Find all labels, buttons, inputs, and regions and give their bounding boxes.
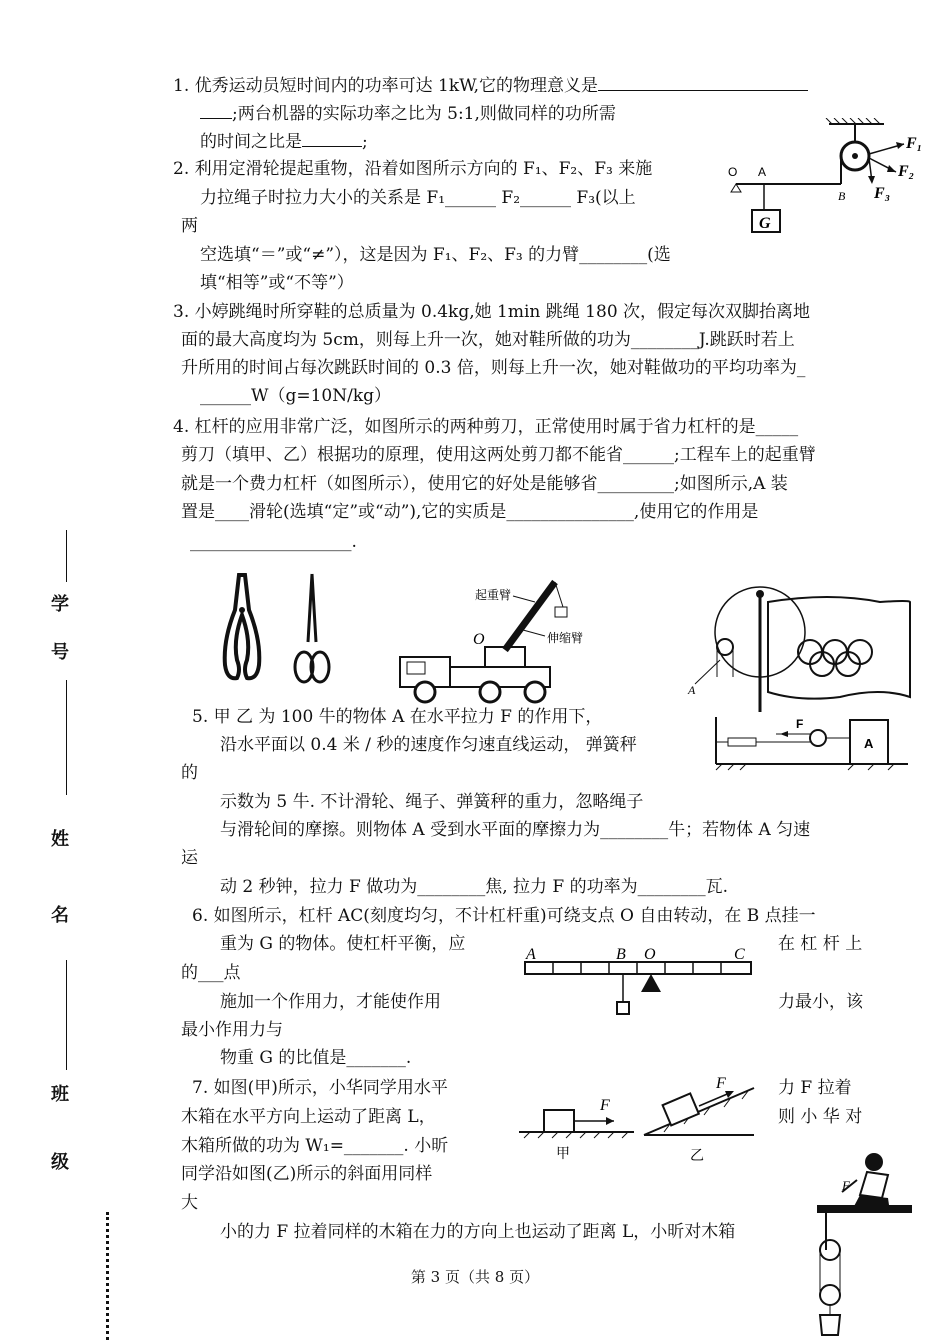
pulley-G-label: G: [759, 215, 771, 232]
lever-B-label: B: [616, 946, 626, 963]
q5-line2: 沿水平面以 0.4 米 / 秒的速度作匀速直线运动， 弹簧秤: [220, 735, 637, 755]
q7-line1b: 力 F 拉着: [778, 1078, 852, 1098]
crane-truck-figure: [395, 572, 605, 707]
q7-line2b: 则 小 华 对: [778, 1107, 863, 1127]
push-F-label-1: F: [600, 1097, 610, 1114]
q5-line7: 动 2 秒钟，拉力 F 做功为________焦, 拉力 F 的功率为________瓦.: [220, 877, 729, 897]
pulley-B-label: B: [838, 189, 846, 203]
q6-line3: 的___点: [181, 963, 241, 983]
q5-line5: 与滑轮间的摩擦。则物体 A 受到水平面的摩擦力为________牛；若物体 A 匀速: [220, 820, 811, 840]
crane-boom-label: 起重臂: [475, 588, 512, 602]
flagpole-figure: [680, 572, 915, 712]
flag-A-label: A: [688, 683, 696, 697]
q6-line4b: 力最小，该: [778, 992, 863, 1012]
q5-line3: 的: [181, 763, 198, 783]
student-id-label: 学 号: [51, 594, 69, 663]
lever-A-label: A: [526, 946, 536, 963]
q6-line2a: 重为 G 的物体。使杠杆平衡，应: [220, 934, 466, 954]
q1-text3: 的时间之比是: [200, 132, 302, 152]
q6-line5: 最小作用力与: [181, 1020, 283, 1040]
scissors-jia-figure: [215, 570, 270, 700]
boy-pulley-figure: [812, 1150, 912, 1340]
class-label: 班 级: [51, 1084, 69, 1173]
q4-line3: 就是一个费力杠杆（如图所示），使用它的好处是能够省_________;如图所示,A 装: [181, 474, 788, 494]
q6-line2b: 在 杠 杆 上: [778, 934, 863, 954]
q5-line4: 示数为 5 牛. 不计滑轮、绳子、弹簧秤的重力，忽略绳子: [220, 792, 644, 812]
spring-scale-figure: [708, 712, 913, 774]
q2-line1: 2. 利用定滑轮提起重物，沿着如图所示方向的 F₁、F₂、F₃ 来施: [173, 159, 653, 179]
q3-line3: 升所用的时间占每次跳跃时间的 0.3 倍，则每上升一次，她对鞋做功的平均功率为_: [181, 358, 806, 378]
pulley-A-label: A: [758, 165, 767, 179]
q1-blank1[interactable]: [598, 72, 808, 91]
q6-line1: 6. 如图所示，杠杆 AC(刻度均匀，不计杠杆重)可绕支点 O 自由转动，在 B 点挂一: [192, 906, 816, 926]
push-box-figure: [514, 1070, 774, 1162]
q4-line5: ___________________.: [190, 532, 357, 552]
q5-line6: 运: [181, 848, 198, 868]
q1-line2: [200, 100, 616, 126]
name-label: 姓 名: [51, 829, 69, 926]
q1-blank2[interactable]: [302, 128, 362, 147]
scissors-yi-figure: [290, 572, 335, 702]
push-jia-label: 甲: [556, 1146, 570, 1162]
q7-line2a: 木箱在水平方向上运动了距离 L，: [181, 1107, 436, 1127]
q1-line3: [200, 128, 368, 154]
lever-figure: [520, 942, 760, 1024]
F3-label: F₃: [874, 185, 891, 202]
student-id-line[interactable]: [66, 530, 67, 582]
name-line[interactable]: [66, 960, 67, 1070]
lever-O-label: O: [644, 946, 656, 963]
q4-line2: 剪刀（填甲、乙）根据功的原理，使用这两处剪刀都不能省______;工程车上的起重臂: [181, 445, 816, 465]
q7-line5: 大: [181, 1193, 198, 1213]
lever-C-label: C: [734, 946, 745, 963]
q4-line4: 置是____滑轮(选填“定”或“动”),它的实质是_______________,使用它的作用是: [181, 502, 759, 522]
q1-line1: [173, 72, 808, 98]
page-footer: 第 3 页（共 8 页）: [410, 1268, 540, 1286]
q4-line1: 4. 杠杆的应用非常广泛，如图所示的两种剪刀，正常使用时属于省力杠杆的是_____: [173, 417, 799, 437]
q3-line1: 3. 小婷跳绳时所穿鞋的总质量为 0.4kg,她 1min 跳绳 180 次，假定每次双脚抬离地: [173, 302, 811, 322]
q3-line4: ______W（g=10N/kg）: [200, 386, 392, 406]
q1-blank1b[interactable]: [200, 100, 232, 119]
student-id-line-2[interactable]: [66, 680, 67, 795]
q2-line3: 两: [181, 216, 198, 236]
q6-line6: 物重 G 的比值是_______.: [220, 1048, 412, 1068]
F2-label: F₂: [898, 163, 915, 180]
q1-text2: ;两台机器的实际功率之比为 5:1,则做同样的功所需: [232, 104, 616, 124]
spring-A-label: A: [864, 736, 874, 751]
push-F-label-2: F: [716, 1075, 726, 1092]
pulley-O-label: O: [728, 165, 738, 179]
pulley-figure: [724, 118, 934, 240]
q7-line3: 木箱所做的功为 W₁=_______. 小昕: [181, 1136, 449, 1156]
crane-O-label: O: [473, 631, 485, 648]
q2-line2: 力拉绳子时拉力大小的关系是 F₁______ F₂______ F₃(以上: [200, 188, 636, 208]
spring-F-label: F: [796, 717, 804, 731]
q7-line4: 同学沿如图(乙)所示的斜面用同样: [181, 1164, 433, 1184]
push-yi-label: 乙: [690, 1148, 704, 1162]
q7-line1a: 7. 如图(甲)所示，小华同学用水平: [192, 1078, 448, 1098]
q3-line2: 面的最大高度均为 5cm，则每上升一次，她对鞋所做的功为________J.跳跃时若上: [181, 330, 795, 350]
q2-line5: 填“相等”或“不等”）: [200, 273, 354, 293]
F1-label: F₁: [906, 135, 923, 152]
q7-line6: 小的力 F 拉着同样的木箱在力的方向上也运动了距离 L，小昕对木箱: [220, 1222, 736, 1242]
q2-line4: 空选填“＝”或“≠”），这是因为 F₁、F₂、F₃ 的力臂________(选: [200, 245, 671, 265]
crane-telescopic-label: 伸缩臂: [547, 631, 584, 645]
q1-text3b: ;: [362, 132, 368, 152]
q5-line1: 5. 甲 乙 为 100 牛的物体 A 在水平拉力 F 的作用下，: [192, 707, 603, 727]
q6-line4a: 施加一个作用力，才能使作用: [220, 992, 441, 1012]
q1-text1: 1. 优秀运动员短时间内的功率可达 1kW,它的物理意义是: [173, 76, 599, 96]
boy-F-label: F: [842, 1178, 850, 1193]
